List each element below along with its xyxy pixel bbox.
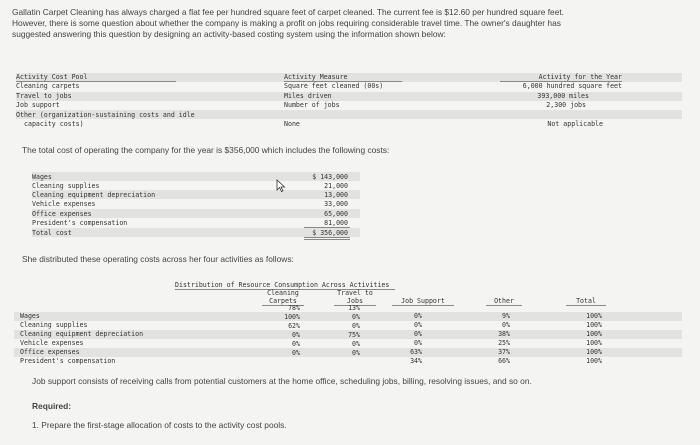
dist-label-wages: Wages [20, 312, 40, 320]
pool-job-support: Job support [16, 101, 60, 109]
pool-travel-to-jobs: Travel to jobs [16, 92, 72, 100]
mouse-cursor-icon [276, 179, 286, 192]
header-jobs: Jobs [347, 297, 363, 305]
cost-label-equipment-depreciation: Cleaning equipment depreciation [32, 191, 156, 199]
header-job-support: Job Support [401, 297, 445, 305]
dist-value: 0% [414, 339, 422, 347]
header-total: Total [576, 297, 596, 305]
cost-value-office-expenses: 65,000 [324, 210, 348, 218]
distribution-title: Distribution of Resource Consumption Across Activities [175, 281, 390, 289]
distribution-text: She distributed these operating costs across her four activities as follows: [22, 254, 294, 264]
dist-value: 0% [352, 349, 360, 357]
cost-label-vehicle-expenses: Vehicle expenses [32, 200, 96, 208]
dist-value: 0% [414, 330, 422, 338]
cost-value-cleaning-supplies: 21,000 [324, 182, 348, 190]
required-label: Required: [32, 401, 72, 411]
measure-square-feet: Square feet cleaned (00s) [284, 82, 384, 90]
pool-cleaning-carpets: Cleaning carpets [16, 82, 80, 90]
dist-label-office-expenses: Office expenses [20, 348, 80, 356]
activity-for-year-header: Activity for the Year [538, 73, 622, 81]
dist-value: 0% [414, 321, 422, 329]
dist-value: 25% [498, 339, 510, 347]
pool-other-line-1: Other (organization-sustaining costs and idle [16, 111, 195, 119]
dist-value: 0% [352, 313, 360, 321]
cost-value-equipment-depreciation: 13,000 [324, 191, 348, 199]
dist-value: 37% [498, 348, 510, 356]
dist-value: 75% [348, 331, 360, 339]
activity-6000: 6,000 hundred square feet [522, 82, 622, 90]
dist-value: 0% [292, 331, 300, 339]
total-cost-text: The total cost of operating the company for the year is $356,000 which includes the following costs: [22, 145, 390, 155]
cost-label-president-compensation: President's compensation [32, 219, 128, 227]
cost-value-wages: $ 143,000 [312, 173, 348, 181]
cost-label-wages: Wages [32, 173, 52, 181]
intro-paragraph [12, 7, 698, 40]
activity-cost-pool-header: Activity Cost Pool [16, 73, 88, 81]
dist-value: 34% [410, 357, 422, 365]
intro-line-3: suggested answering this question by designing an activity-based costing system using the information shown below: [12, 29, 446, 39]
cost-value-vehicle-expenses: 33,000 [324, 200, 348, 208]
activity-measure-header: Activity Measure [284, 73, 348, 81]
dist-value: 9% [502, 312, 510, 320]
header-other: Other [494, 297, 514, 305]
dist-value: 100% [586, 357, 602, 365]
dist-value: 0% [414, 312, 422, 320]
dist-value: 38% [498, 330, 510, 338]
dist-label-equipment-depreciation: Cleaning equipment depreciation [20, 330, 144, 338]
header-cleaning: Cleaning [267, 289, 299, 297]
cost-label-total: Total cost [32, 229, 72, 237]
dist-value: 0% [352, 322, 360, 330]
header-travel-to: Travel to [337, 289, 373, 297]
dist-value: 100% [586, 321, 602, 329]
dist-value: 63% [410, 348, 422, 356]
dist-value: 0% [352, 340, 360, 348]
cost-label-office-expenses: Office expenses [32, 210, 92, 218]
header-carpets: Carpets [269, 297, 297, 305]
dist-label-cleaning-supplies: Cleaning supplies [20, 321, 88, 329]
activity-2300: 2,300 jobs [546, 101, 586, 109]
dist-value: 66% [498, 357, 510, 365]
dist-value: 100% [284, 313, 300, 321]
intro-line-2: However, there is some question about whether the company is making a profit on jobs requiring considerable travel time. The owner's daughter has [12, 18, 561, 28]
cost-value-total: $ 356,000 [312, 229, 348, 237]
dist-label-vehicle-expenses: Vehicle expenses [20, 339, 84, 347]
requirement-1-text[interactable]: 1. Prepare the first-stage allocation of costs to the activity cost pools. [32, 420, 287, 430]
dist-value: 78% [288, 304, 300, 312]
activity-393000: 393,000 miles [537, 92, 589, 100]
dist-label-president-compensation: President's compensation [20, 357, 116, 365]
dist-value: 0% [292, 340, 300, 348]
dist-value: 13% [348, 304, 360, 312]
measure-miles-driven: Miles driven [284, 92, 332, 100]
dist-value: 100% [586, 348, 602, 356]
pool-other-line-2: capacity costs) [24, 120, 84, 128]
dist-value: 100% [586, 330, 602, 338]
dist-value: 100% [586, 339, 602, 347]
intro-line-1: Gallatin Carpet Cleaning has always charged a flat fee per hundred square feet of carpet cleaned. The current fee is $12.60 per hundred square feet. [12, 7, 565, 17]
measure-number-of-jobs: Number of jobs [284, 101, 340, 109]
dist-value: 0% [292, 349, 300, 357]
activity-not-applicable: Not applicable [547, 120, 603, 128]
dist-value: 0% [502, 321, 510, 329]
measure-none: None [284, 120, 300, 128]
dist-value: 62% [288, 322, 300, 330]
dist-value: 100% [586, 312, 602, 320]
cost-value-president-compensation: 81,000 [324, 219, 348, 227]
cost-label-cleaning-supplies: Cleaning supplies [32, 182, 100, 190]
job-support-text: Job support consists of receiving calls from potential customers at the home office, scheduling jobs, billing, resolving issues, and so on. [32, 376, 532, 386]
